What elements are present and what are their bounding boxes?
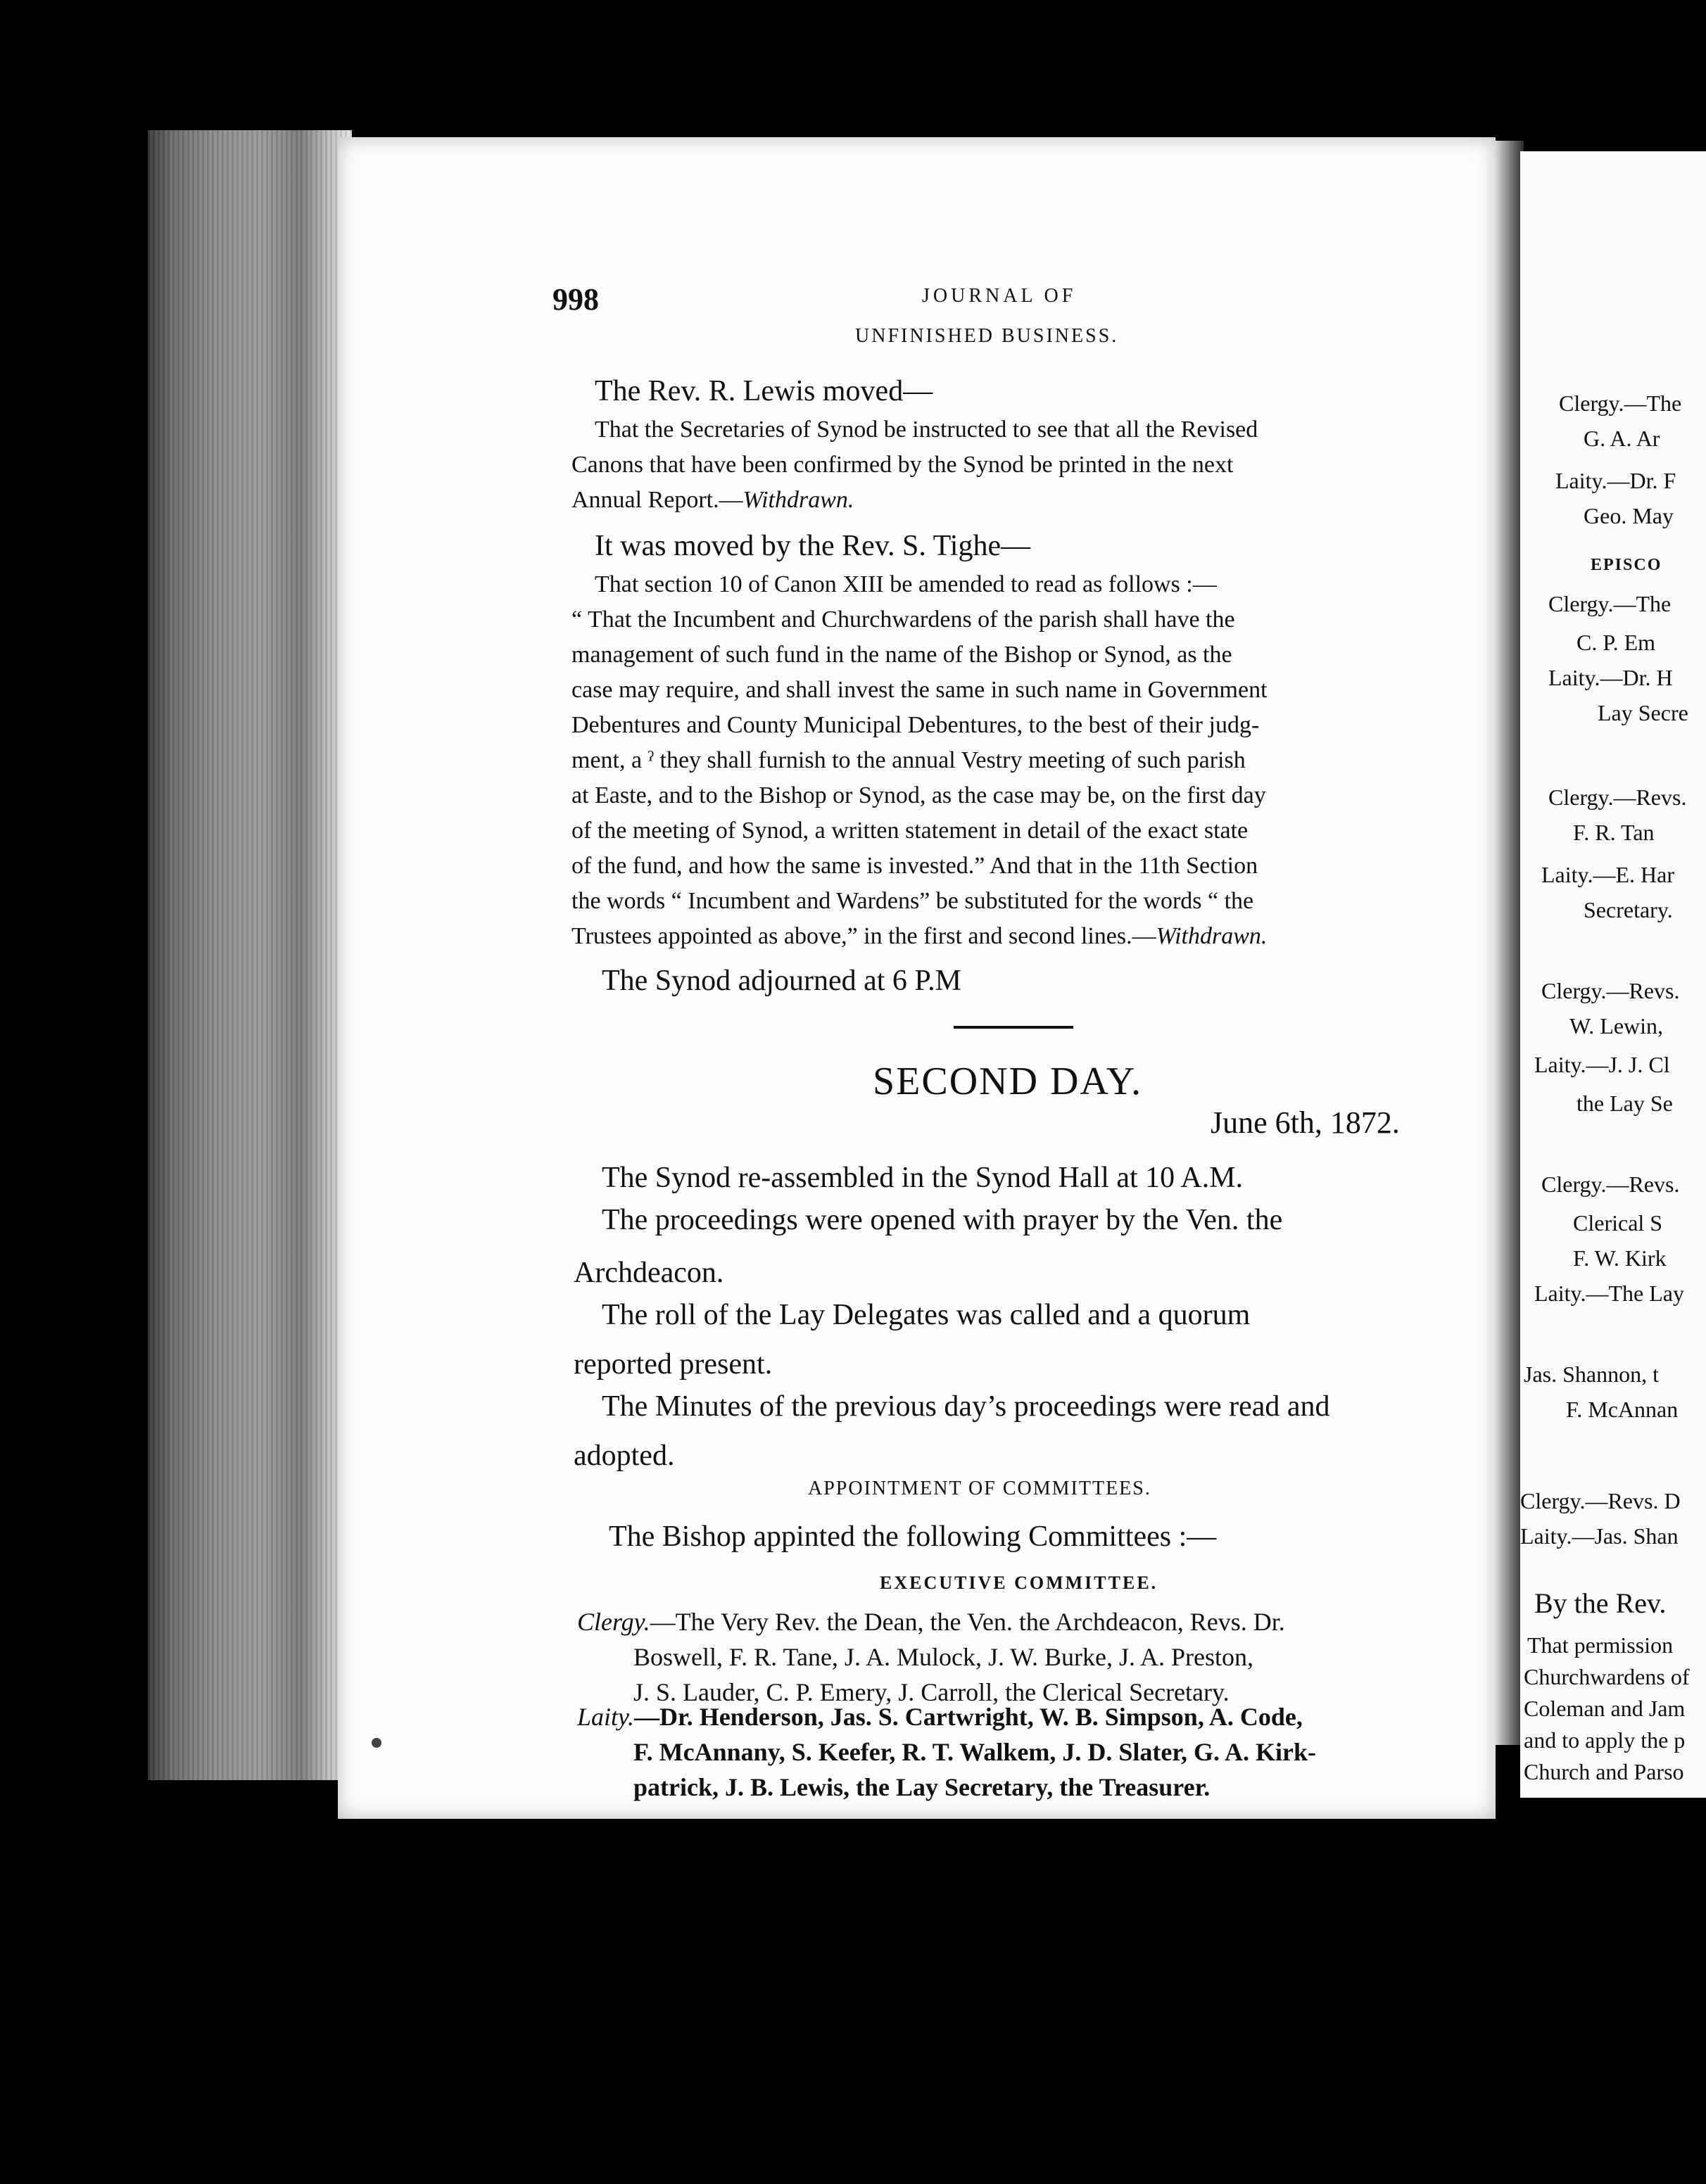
lewis-motion-line-3: Annual Report.—Withdrawn. xyxy=(571,487,854,513)
right-page-fragment: the Lay Se xyxy=(1577,1091,1673,1116)
right-page-fragment: F. W. Kirk xyxy=(1573,1245,1667,1271)
right-page-fragment: F. R. Tan xyxy=(1573,820,1655,845)
tighe-motion-line: of the fund, and how the same is invested.” And that in the 11th Section xyxy=(571,853,1258,879)
tighe-motion-line: That section 10 of Canon XIII be amended to read as follows :— xyxy=(595,571,1217,597)
right-page-fragment: Clergy.—Revs. xyxy=(1541,978,1680,1003)
right-page-fragment: Laity.—The Lay xyxy=(1534,1281,1684,1306)
date-line: June 6th, 1872. xyxy=(1211,1105,1400,1140)
right-page-fragment: EPISCO xyxy=(1591,556,1662,574)
executive-committee-heading: EXECUTIVE COMMITTEE. xyxy=(880,1573,1158,1593)
clergy-entry xyxy=(577,1583,1285,1710)
tighe-motion-line: at Easte, and to the Bishop or Synod, as the case may be, on the first day xyxy=(571,782,1266,808)
tighe-motion-line: the words “ Incumbent and Wardens” be substituted for the words “ the xyxy=(571,888,1254,914)
right-page-fragment: C. P. Em xyxy=(1577,630,1656,655)
roll-line-2: reported present. xyxy=(574,1348,773,1380)
right-page-fragment: G. A. Ar xyxy=(1584,426,1660,451)
right-page-fragment: Laity.—Jas. Shan xyxy=(1520,1523,1679,1549)
laity-entry xyxy=(577,1699,1316,1805)
right-page-fragment: Clergy.—The xyxy=(1548,591,1672,616)
tighe-motion-line: “ That the Incumbent and Churchwardens of the parish shall have the xyxy=(571,607,1235,633)
clergy-line-1: —The Very Rev. the Dean, the Ven. the Archdeacon, Revs. Dr. xyxy=(650,1608,1285,1636)
right-page-fragment: Jas. Shannon, t xyxy=(1524,1361,1659,1387)
right-page-fragment: Secretary. xyxy=(1584,897,1673,922)
laity-line-2: F. McAnnany, S. Keefer, R. T. Walkem, J. D. Slater, G. A. Kirk- xyxy=(633,1738,1317,1766)
laity-line-3: patrick, J. B. Lewis, the Lay Secretary, the Treasurer. xyxy=(633,1773,1211,1801)
tighe-motion-line: ment, a ˀ they shall furnish to the annual Vestry meeting of such parish xyxy=(571,747,1246,773)
running-head: JOURNAL OF xyxy=(922,285,1077,307)
clergy-line-3: J. S. Lauder, C. P. Emery, J. Carroll, the Clerical Secretary. xyxy=(633,1678,1230,1706)
tighe-motion-line: management of such fund in the name of the Bishop or Synod, as the xyxy=(571,642,1232,668)
right-page-fragment: Clerical S xyxy=(1573,1210,1663,1236)
tighe-motion-last-line: Trustees appointed as above,” in the first and second lines.—Withdrawn. xyxy=(571,923,1268,949)
right-page-fragment: That permission xyxy=(1527,1632,1674,1658)
right-page-fragment: Geo. May xyxy=(1584,503,1674,528)
right-page-fragment: Clergy.—The xyxy=(1559,391,1682,416)
proceedings-line-2: Archdeacon. xyxy=(574,1257,724,1289)
reassembled-line: The Synod re-assembled in the Synod Hall at 10 A.M. xyxy=(602,1162,1244,1194)
right-page-fragment: and to apply the p xyxy=(1524,1727,1686,1753)
section-heading-unfinished-business: UNFINISHED BUSINESS. xyxy=(855,325,1119,347)
page-number: 998 xyxy=(552,282,599,317)
right-page-fragment: Lay Secre xyxy=(1598,700,1688,725)
right-page-fragment: By the Rev. xyxy=(1534,1587,1667,1619)
roll-line-1: The roll of the Lay Delegates was called and a quorum xyxy=(602,1299,1251,1331)
right-page-fragment: F. McAnnan xyxy=(1566,1397,1679,1422)
right-page-fragment: Laity.—Dr. H xyxy=(1548,665,1673,690)
proceedings-line-1: The proceedings were opened with prayer by the Ven. the xyxy=(602,1204,1283,1236)
tighe-motion-line: of the meeting of Synod, a written statement in detail of the exact state xyxy=(571,818,1249,844)
tighe-motion-line: case may require, and shall invest the same in such name in Government xyxy=(571,677,1268,703)
clergy-line-2: Boswell, F. R. Tane, J. A. Mulock, J. W. Burke, J. A. Preston, xyxy=(633,1643,1253,1671)
book-page-edges xyxy=(148,130,352,1780)
tighe-motion-line: Debentures and County Municipal Debentures, to the best of their judg- xyxy=(571,712,1260,738)
minutes-line-2: adopted. xyxy=(574,1440,675,1472)
right-page-fragment: Laity.—Dr. F xyxy=(1555,468,1676,493)
appointment-heading: APPOINTMENT OF COMMITTEES. xyxy=(808,1478,1151,1499)
right-page-fragment: Clergy.—Revs. D xyxy=(1520,1488,1681,1513)
lewis-motion-lead: The Rev. R. Lewis moved— xyxy=(595,375,933,407)
ink-speck xyxy=(372,1738,381,1748)
book-gutter xyxy=(1496,141,1524,1745)
right-page-fragment: Churchwardens of xyxy=(1524,1664,1690,1689)
clergy-label: Clergy. xyxy=(577,1608,650,1636)
minutes-line-1: The Minutes of the previous day’s proceedings were read and xyxy=(602,1390,1330,1423)
lewis-motion-line-2: Canons that have been confirmed by the Synod be printed in the next xyxy=(571,452,1234,478)
right-page-fragment: W. Lewin, xyxy=(1569,1013,1664,1039)
section-divider xyxy=(954,1026,1073,1029)
right-page-fragment: Laity.—J. J. Cl xyxy=(1534,1052,1670,1077)
right-page-fragment: Laity.—E. Har xyxy=(1541,862,1674,887)
right-page-fragment: Coleman and Jam xyxy=(1524,1696,1686,1721)
laity-label: Laity. xyxy=(577,1703,635,1731)
adjourned-line: The Synod adjourned at 6 P.M xyxy=(602,965,961,997)
lewis-motion-line-1: That the Secretaries of Synod be instructed to see that all the Revised xyxy=(595,417,1258,443)
laity-line-1: —Dr. Henderson, Jas. S. Cartwright, W. B. Simpson, A. Code, xyxy=(634,1703,1303,1731)
tighe-motion-lead: It was moved by the Rev. S. Tighe— xyxy=(595,530,1031,562)
right-page-fragment: Clergy.—Revs. xyxy=(1548,785,1687,810)
right-page-fragment: Clergy.—Revs. xyxy=(1541,1172,1680,1197)
right-page-fragment: Church and Parso xyxy=(1524,1759,1684,1784)
bishop-line: The Bishop appinted the following Committees :— xyxy=(609,1520,1217,1553)
second-day-heading: SECOND DAY. xyxy=(873,1060,1142,1103)
